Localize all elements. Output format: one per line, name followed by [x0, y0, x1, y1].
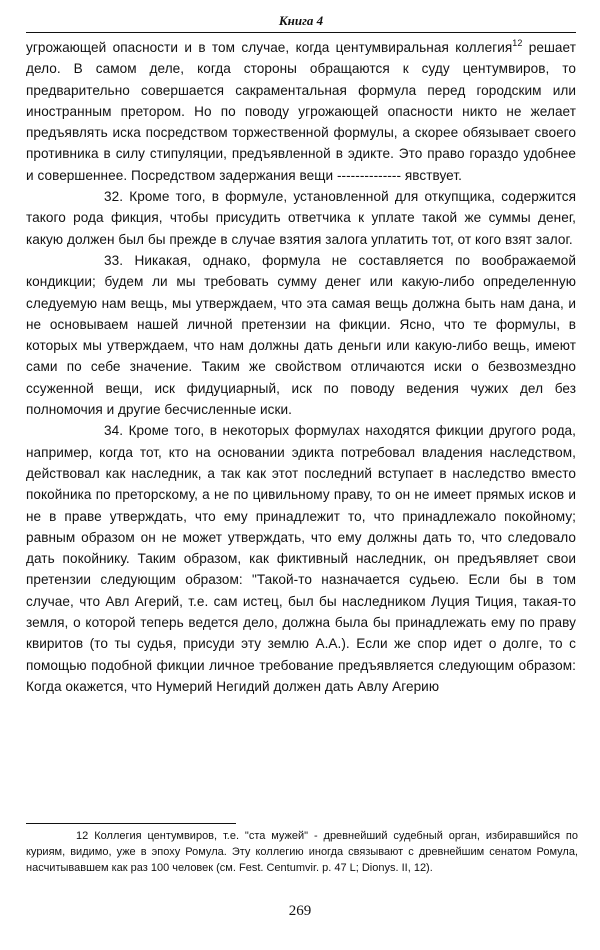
- body-text: [26, 37, 576, 697]
- footnote-reference: 12: [512, 38, 523, 48]
- footnote: [26, 828, 578, 876]
- footnote-text: Коллегия центумвиров, т.е. "ста мужей" - древнейший судебный орган, избиравшийся по куриям, видимо, уже в эпоху Ромула. Эту коллегию иногда связывают с древнейшим сенатом Ромула, насчитывавшем как раз 100 человек (см. Fest. Centumvir. p. 47 L; Dionys. II, 12).: [26, 830, 578, 874]
- running-head-title: Книга 4: [278, 13, 324, 28]
- paragraph-33: 33. Никакая, однако, формула не составляется по воображаемой кондикции; будем ли мы требовать сумму денег или какую-либо определенную следуемую нам вещь, мы утверждаем, что эта самая вещь должна быть нам дана, и не основываем нашей личной претензии на фикции. Ясно, что те формулы, в которых мы утверждаем, что нам должны дать деньги или какую-либо вещь, имеют сами по себе значение. Таким же свойством отличаются иски о безвозмездно ссуженной вещи, иск фидуциарный, иск по поводу ведения чужих дел без полномочия и другие бесчисленные иски.: [26, 252, 576, 418]
- running-head: [26, 12, 576, 33]
- paragraph-text: решает дело. В самом деле, когда стороны обращаются к суду центумвиров, то предварительно совершается сакраментальная формула перед городским или иностранным претором. Но по поводу угрожающей опасности никто не желает предъявлять иска посредством торжественной формулы, а скорее обязывает своего противника в силу стипуляции, предъявленной в эдикте. Это право гораздо удобнее и совершеннее. Посредством задержания вещи -------------- явствует.: [26, 40, 576, 183]
- paragraph-continued: [26, 37, 576, 186]
- paragraph-text: угрожающей опасности и в том случае, когда центумвиральная коллегия: [26, 40, 513, 55]
- paragraph-32: 32. Кроме того, в формуле, установленной для откупщика, содержится такого рода фикция, чтобы присудить ответчика к уплате такой же суммы денег, какую должен был бы прежде в случае взятия залога уплатить тот, от кого взят залог.: [26, 189, 576, 247]
- footnote-number: 12: [76, 830, 89, 842]
- book-page: [26, 12, 576, 697]
- paragraph-34: 34. Кроме того, в некоторых формулах находятся фикции другого рода, например, когда тот, кто на основании эдикта потребовал владения наследством, действовал как наследник, а так как этот последний вступает в наследство вместо покойника по преторскому, а не по цивильному праву, то он не имеет прямых исков и не в праве утверждать, что ему принадлежит то, что принадлежало покойному; равным образом он не может утверждать, что ему должны дать то, что следовало дать покойнику. Таким образом, как фиктивный наследник, он предъявляет свои претензии следующим образом: "Такой-то назначается судьею. Если бы в том случае, что Авл Агерий, т.е. сам истец, был бы наследником Луция Тиция, такая-то земля, о которой теперь ведется дело, должна была бы принадлежать ему по праву квиритов (то ты судья, присуди эту землю А.А.). Если же спор идет о долге, то с помощью подобной фикции личное требование предъявляется следующим образом: Когда окажется, что Нумерий Негидий должен дать Авлу Агерию: [26, 423, 576, 694]
- page-number: 269: [288, 903, 312, 919]
- footnote-separator: [26, 823, 236, 824]
